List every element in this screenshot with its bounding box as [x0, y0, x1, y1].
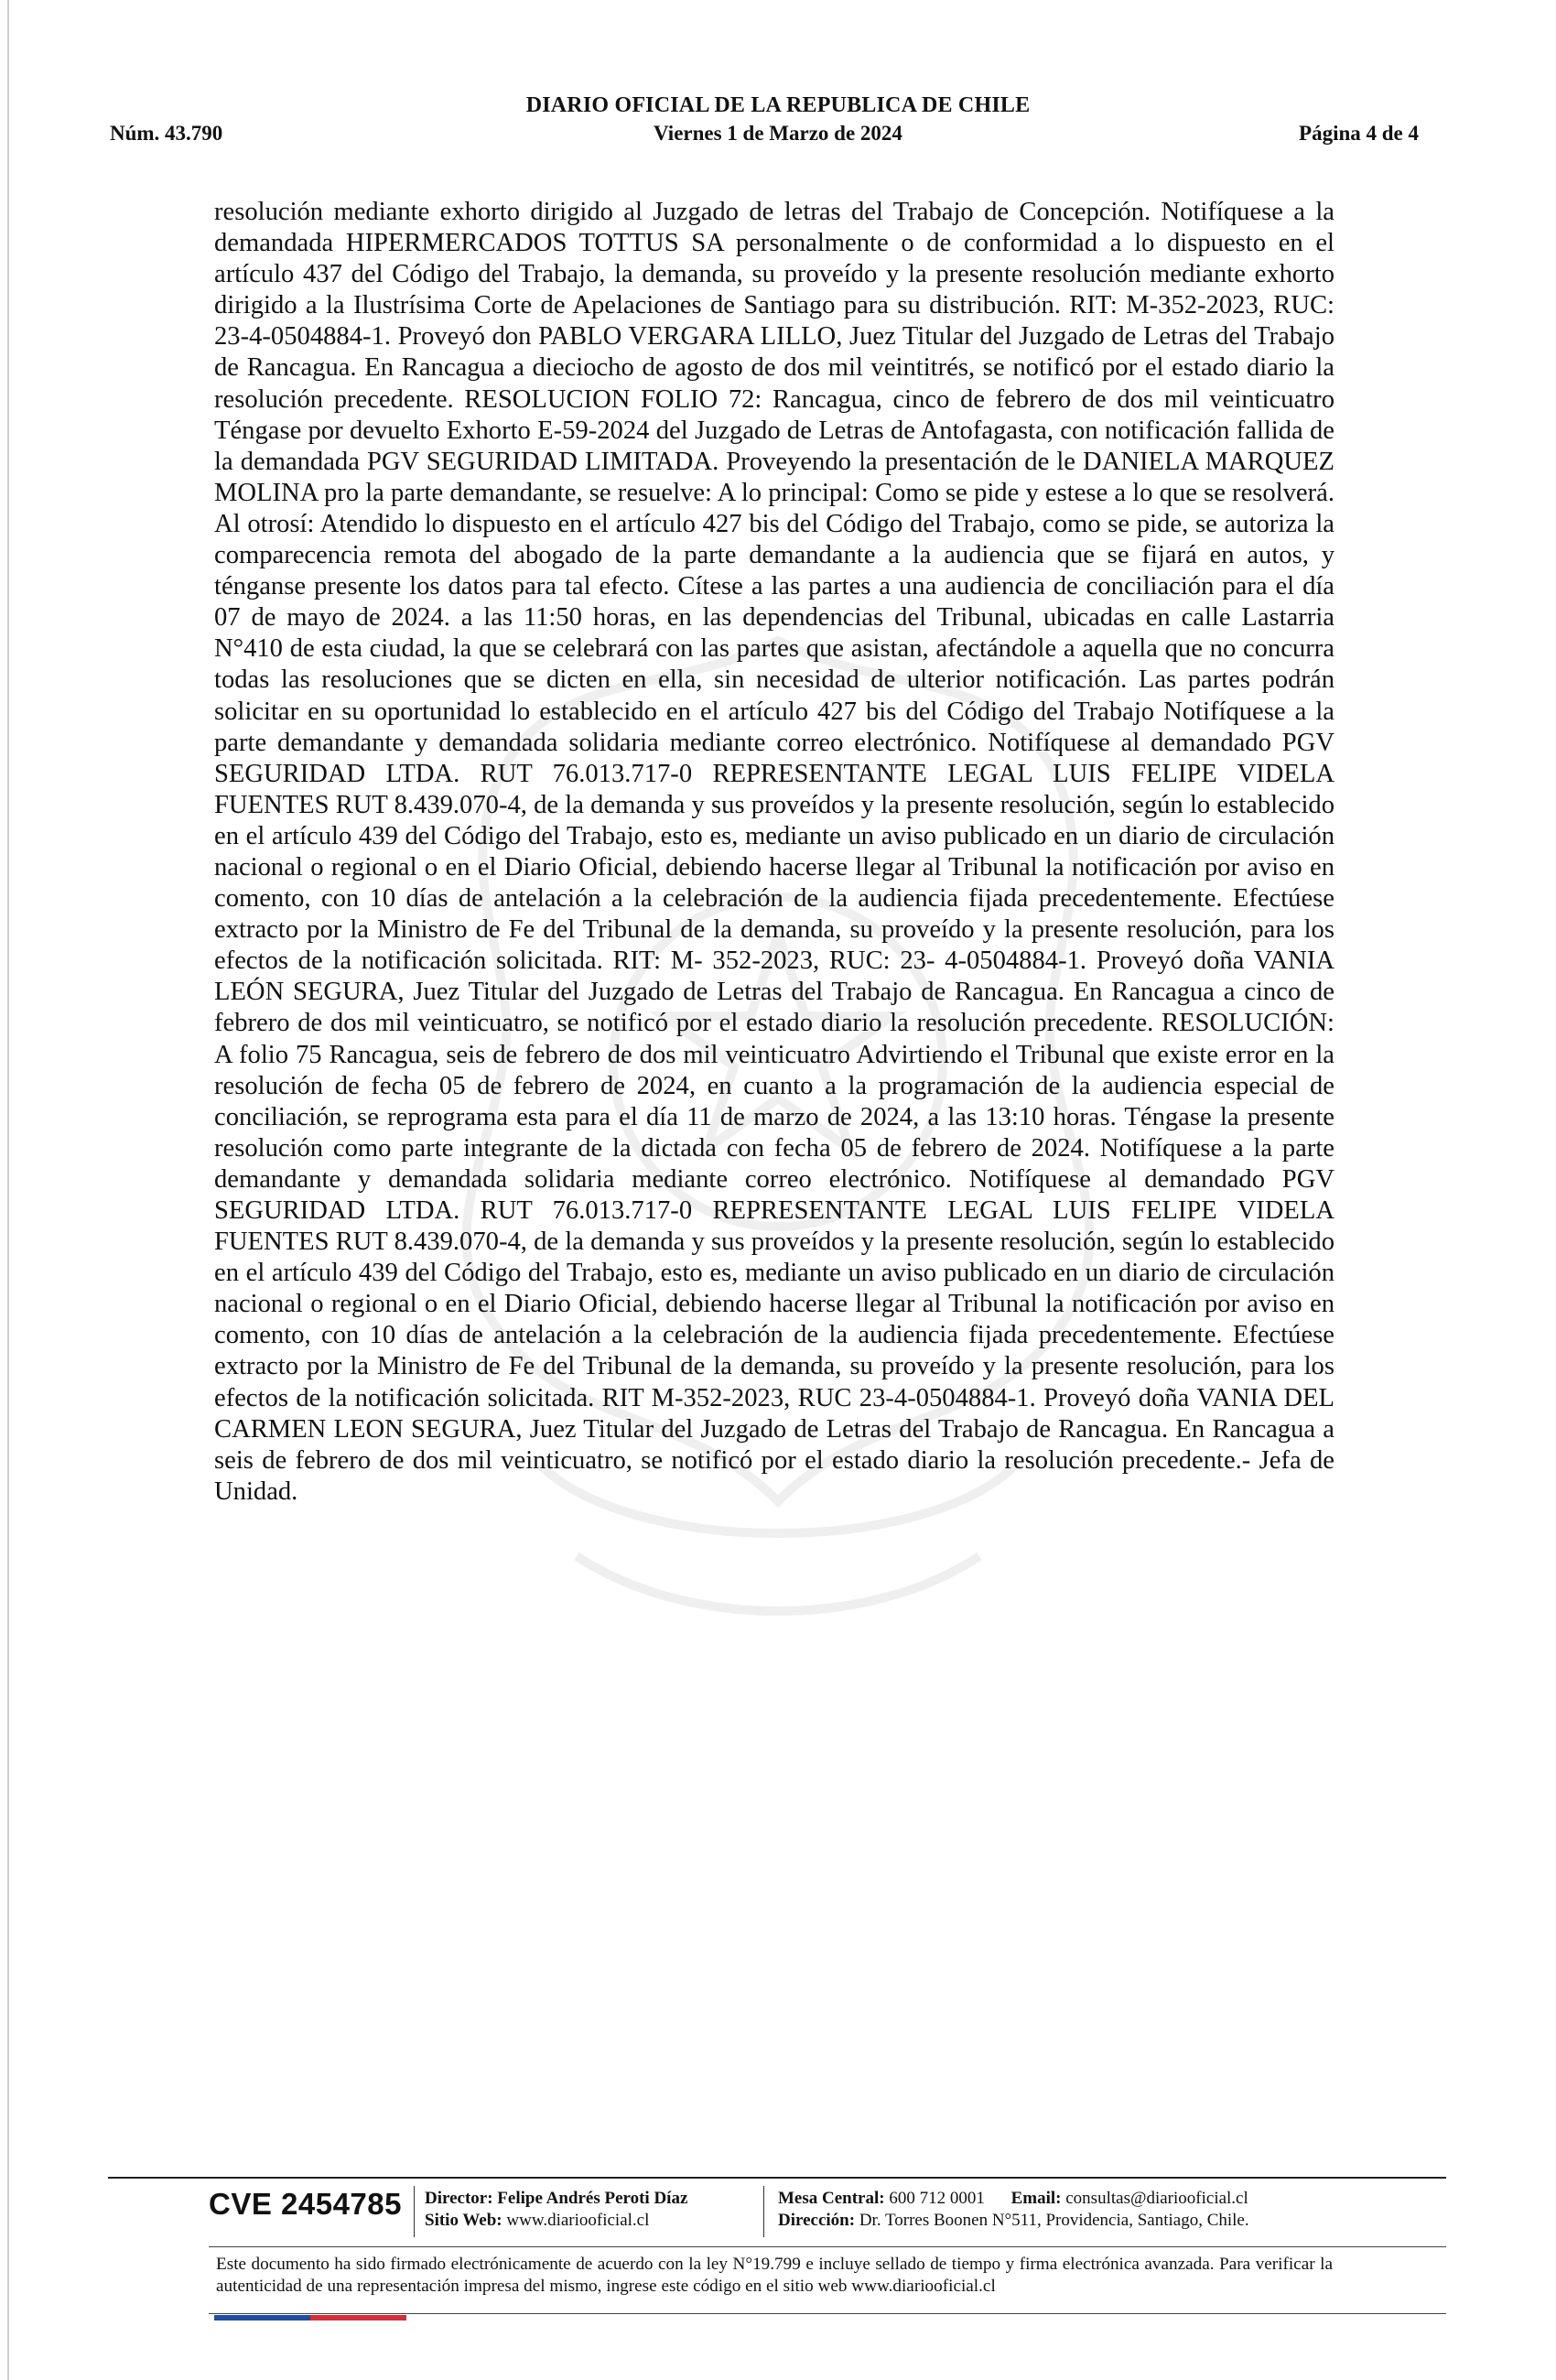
address-value: Dr. Torres Boonen N°511, Providencia, Santiago, Chile. — [859, 2211, 1249, 2230]
website-line — [425, 2210, 687, 2232]
director-label: Director: — [425, 2189, 493, 2208]
flag-blue-stripe — [214, 2315, 310, 2320]
footer-separator — [763, 2186, 764, 2237]
footer-separator — [414, 2186, 415, 2237]
address-label: Dirección: — [778, 2211, 856, 2230]
publication-title: DIARIO OFICIAL DE LA REPUBLICA DE CHILE — [525, 93, 1031, 117]
website-link[interactable]: www.diariooficial.cl — [506, 2211, 650, 2230]
footer-divider — [108, 2177, 1446, 2179]
website-label: Sitio Web: — [425, 2211, 502, 2230]
footer-director-block — [425, 2188, 687, 2232]
contact-line — [778, 2188, 1437, 2210]
page-indicator: Página 4 de 4 — [1299, 122, 1419, 145]
mesa-phone: 600 712 0001 — [889, 2189, 985, 2208]
footer-divider — [209, 2246, 1446, 2247]
cve-code: CVE 2454785 — [209, 2187, 402, 2221]
issue-date: Viernes 1 de Marzo de 2024 — [654, 122, 902, 145]
flag-stripe — [214, 2315, 406, 2320]
director-line — [425, 2188, 687, 2210]
footer-contact-block — [778, 2188, 1437, 2232]
email-label: Email: — [1010, 2189, 1062, 2208]
signature-disclaimer: Este documento ha sido firmado electrónicamente de acuerdo con la ley N°19.799 e incluye sellado de tiempo y firma electrónica avanzada. Para verificar la autenticidad de una representación impresa del mismo, ingrese este código en el sitio web www.diariooficial.cl — [216, 2255, 1333, 2296]
document-body — [214, 197, 1334, 1508]
flag-red-stripe — [310, 2315, 406, 2320]
page-edge — [7, 0, 9, 2380]
mesa-label: Mesa Central: — [778, 2189, 885, 2208]
body-paragraph: resolución mediante exhorto dirigido al Juzgado de letras del Trabajo de Concepción. Notifíquese a la demandada HIPERMERCADOS TOTTUS SA personalmente o de conformidad a lo dispuesto en el artículo 437 del Código del Trabajo, la demanda, su proveído y la presente resolución mediante exhorto dirigido a la Ilustrísima Corte de Apelaciones de Santiago para su distribución. RIT: M-352-2023, RUC: 23-4-0504884-1. Proveyó don PABLO VERGARA LILLO, Juez Titular del Juzgado de Letras del Trabajo de Rancagua. En Rancagua a dieciocho de agosto de dos mil veintitrés, se notificó por el estado diario la resolución precedente. RESOLUCION FOLIO 72: Rancagua, cinco de febrero de dos mil veinticuatro Téngase por devuelto Exhorto E-59-2024 del Juzgado de Letras de Antofagasta, con notificación fallida de la demandada PGV SEGURIDAD LIMITADA. Proveyendo la presentación de le DANIELA MARQUEZ MOLINA pro la parte demandante, se resuelve: A lo principal: Como se pide y estese a lo que se resolverá. Al otrosí: Atendido lo dispuesto en el artículo 427 bis del Código del Trabajo, como se pide, se autoriza la comparecencia remota del abogado de la parte demandante a la audiencia que se fijará en autos, y ténganse presente los datos para tal efecto. Cítese a las partes a una audiencia de conciliación para el día 07 de mayo de 2024. a las 11:50 horas, en las dependencias del Tribunal, ubicadas en calle Lastarria N°410 de esta ciudad, la que se celebrará con las partes que asistan, afectándole a aquella que no concurra todas las resoluciones que se dicten en ella, sin necesidad de ulterior notificación. Las partes podrán solicitar en su oportunidad lo establecido en el artículo 427 bis del Código del Trabajo Notifíquese a la parte demandante y demandada solidaria mediante correo electrónico. Notifíquese al demandado PGV SEGURIDAD LTDA. RUT 76.013.717-0 REPRESENTANTE LEGAL LUIS FELIPE VIDELA FUENTES RUT 8.439.070-4, de la demanda y sus proveídos y la presente resolución, según lo establecido en el artículo 439 del Código del Trabajo, esto es, mediante un aviso publicado en un diario de circulación nacional o regional o en el Diario Oficial, debiendo hacerse llegar al Tribunal la notificación por aviso en comento, con 10 días de antelación a la celebración de la audiencia fijada precedentemente. Efectúese extracto por la Ministro de Fe del Tribunal de la demanda, su proveído y la presente resolución, para los efectos de la notificación solicitada. RIT: M- 352-2023, RUC: 23- 4-0504884-1. Proveyó doña VANIA LEÓN SEGURA, Juez Titular del Juzgado de Letras del Trabajo de Rancagua. En Rancagua a cinco de febrero de dos mil veinticuatro, se notificó por el estado diario la resolución precedente. RESOLUCIÓN: A folio 75 Rancagua, seis de febrero de dos mil veinticuatro Advirtiendo el Tribunal que existe error en la resolución de fecha 05 de febrero de 2024, en cuanto a la programación de la audiencia especial de conciliación, se reprograma esta para el día 11 de marzo de 2024, a las 13:10 horas. Téngase la presente resolución como parte integrante de la dictada con fecha 05 de febrero de 2024. Notifíquese a la parte demandante y demandada solidaria mediante correo electrónico. Notifíquese al demandado PGV SEGURIDAD LTDA. RUT 76.013.717-0 REPRESENTANTE LEGAL LUIS FELIPE VIDELA FUENTES RUT 8.439.070-4, de la demanda y sus proveídos y la presente resolución, según lo establecido en el artículo 439 del Código del Trabajo, esto es, mediante un aviso publicado en un diario de circulación nacional o regional o en el Diario Oficial, debiendo hacerse llegar al Tribunal la notificación por aviso en comento, con 10 días de antelación a la celebración de la audiencia fijada precedentemente. Efectúese extracto por la Ministro de Fe del Tribunal de la demanda, su proveído y la presente resolución, para los efectos de la notificación solicitada. RIT M-352-2023, RUC 23-4-0504884-1. Proveyó doña VANIA DEL CARMEN LEON SEGURA, Juez Titular del Juzgado de Letras del Trabajo de Rancagua. En Rancagua a seis de febrero de dos mil veinticuatro, se notificó por el estado diario la resolución precedente.- Jefa de Unidad. — [214, 198, 1334, 1506]
issue-number: Núm. 43.790 — [110, 122, 223, 145]
email-link[interactable]: consultas@diariooficial.cl — [1065, 2189, 1248, 2208]
address-line — [778, 2210, 1437, 2232]
footer-divider — [209, 2313, 1446, 2314]
director-name: Felipe Andrés Peroti Díaz — [497, 2189, 688, 2208]
